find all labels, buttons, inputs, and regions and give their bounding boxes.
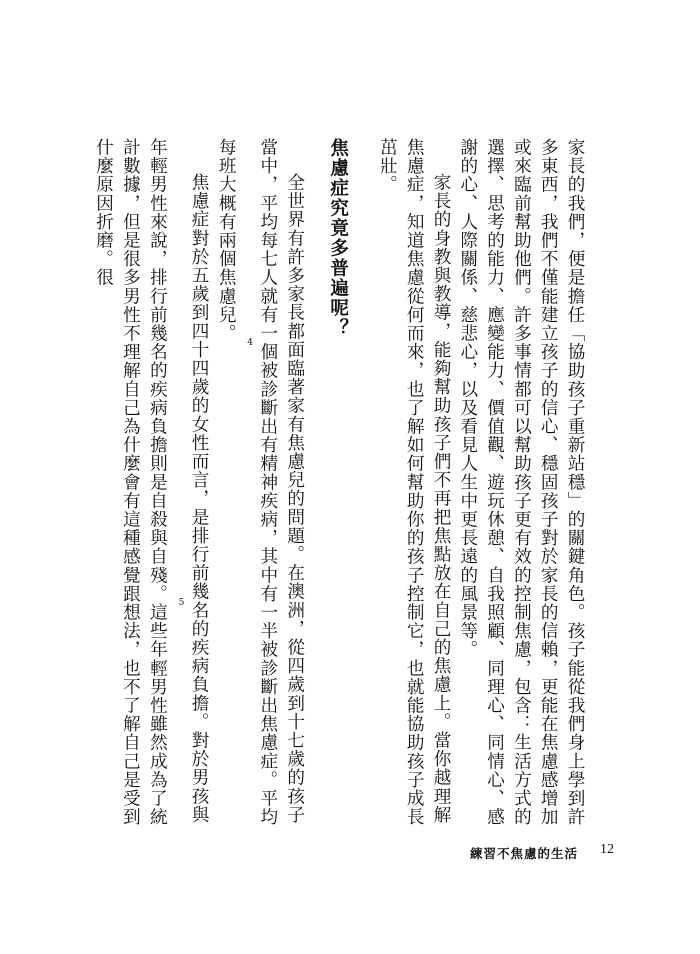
paragraph-1: 家長的我們，便是擔任「協助孩子重新站穩」的關鍵角色。孩子能從我們身上學到許多東西，我們不僅能建立孩子的信心、穩固孩子對於家長的信賴，更能在焦慮感增加或來臨前幫助他們。許多事情都可以幫助孩子更有效的控制焦慮，包含：生活方式的選擇、思考的能力、應變能力、價值觀、遊玩休憩、自我照顧、同理心、同情心、感謝的心、人際關係、慈悲心，以及看見人生中更長遠的風景等。 <box>457 138 585 827</box>
paragraph-3: 全世界有許多家長都面臨著家有焦慮兒的問題。在澳洲，從四歲到十七歲的孩子當中，平均每七人就有一個被診斷出有精神疾病，其中有一半被診斷出焦慮症。平均每班大概有兩個焦慮兒。 $^4$ <box>216 138 305 827</box>
page-number: 12 <box>600 842 614 857</box>
paragraph-2: 家長的身教與教導，能夠幫助孩子們不再把焦點放在自己的焦慮上。當你越理解焦慮症，知道焦慮從何而來，也了解如何幫助你的孩子控制它，也就能協助孩子成長茁壯。 <box>377 138 452 827</box>
paragraph-4-text-b: 這些年輕男性雖然成為了統計數據，但是很多男性不理解自己為什麼會有這種感覺跟想法，也不了解自己是受到什麼原因折磨。很 <box>93 138 168 827</box>
body-text <box>93 138 588 828</box>
paragraph-4: 焦慮症對於五歲到四十四歲的女性而言，是排行前幾名的疾病負擔。對於男孩與年輕男性來說，排行前幾名的疾病負擔則是自殺與自殘。 $^5$這些年輕男性雖然成為了統計數據，但是很多男性不理解自己為什麼會有這種感覺跟想法，也不了解自己是受到什麼原因折磨。很 <box>93 138 210 827</box>
running-footer-title: 練習不焦慮的生活 <box>470 846 579 861</box>
paragraph-3-text: 全世界有許多家長都面臨著家有焦慮兒的問題。在澳洲，從四歲到十七歲的孩子當中，平均每七人就有一個被診斷出有精神疾病，其中有一半被診斷出焦慮症。平均每班大概有兩個焦慮兒。 <box>216 138 305 827</box>
section-heading: 焦慮症究竟多普遍呢？ <box>327 138 349 338</box>
paragraph-4-text-a: 焦慮症對於五歲到四十四歲的女性而言，是排行前幾名的疾病負擔。對於男孩與年輕男性來說，排行前幾名的疾病負擔則是自殺與自殘。 <box>147 138 210 825</box>
